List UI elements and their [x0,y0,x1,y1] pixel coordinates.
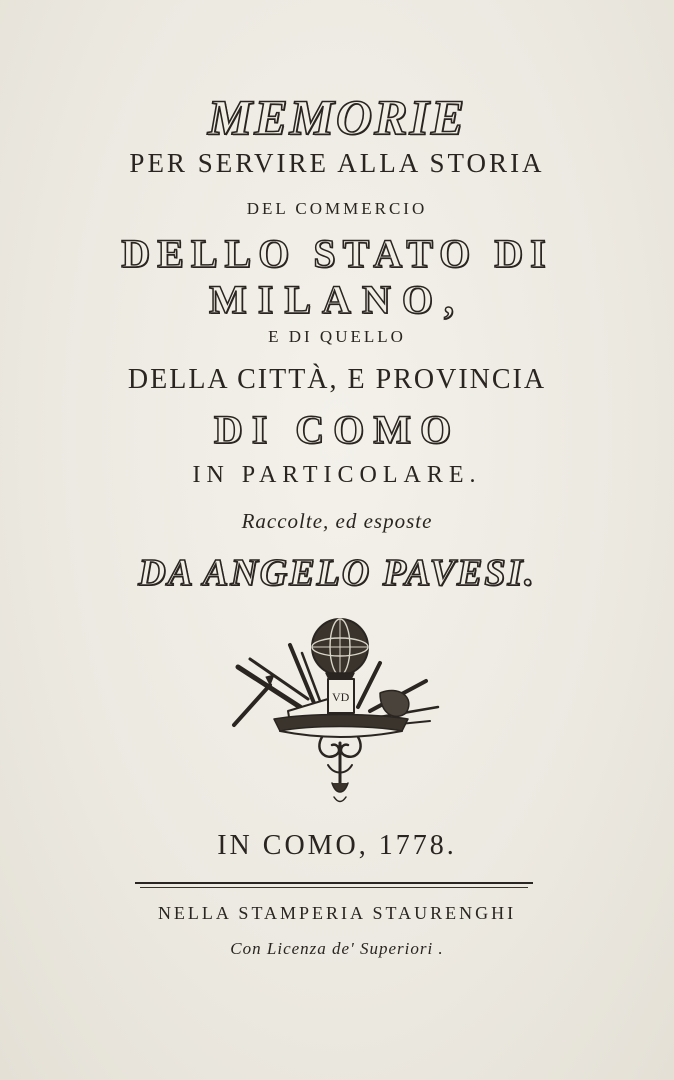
compiled-note: Raccolte, ed esposte [241,509,433,533]
printers-ornament-icon [230,615,444,805]
subtitle-line-7: DI COMO [213,407,461,452]
subtitle-line-8: IN PARTICOLARE. [192,462,482,488]
subtitle-line-2: DEL COMMERCIO [246,199,428,218]
divider-rule-inner [140,887,528,888]
place-and-year: IN COMO, 1778. [217,830,457,861]
divider-rule [135,882,533,884]
subtitle-line-5: E DI QUELLO [268,327,406,346]
author-line: DA ANGELO PAVESI. [138,552,536,594]
book-title: MEMORIE [207,89,467,145]
license-line: Con Licenza de' Superiori . [230,939,444,958]
subtitle-line-4: MILANO, [209,277,465,322]
subtitle-line-6: DELLA CITTÀ, E PROVINCIA [127,364,547,395]
printer-line: NELLA STAMPERIA STAURENGHI [157,903,517,923]
subtitle-line-3: DELLO STATO DI [121,231,553,276]
subtitle-line-1: PER SERVIRE ALLA STORIA [129,148,545,178]
block-letters: VD [332,690,350,704]
